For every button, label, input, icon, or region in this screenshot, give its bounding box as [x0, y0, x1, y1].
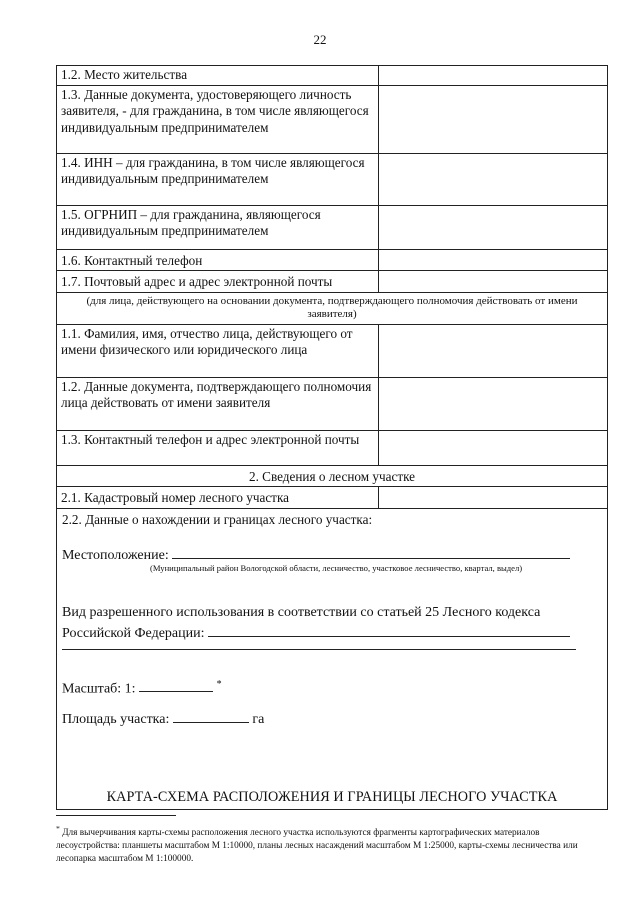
section-2-heading: 2. Сведения о лесном участке: [57, 465, 608, 487]
rep-label-phone-email: 1.3. Контактный телефон и адрес электронной почты: [57, 430, 379, 465]
table-row: [57, 508, 608, 809]
row-value-inn[interactable]: [379, 153, 608, 205]
row-value-residence[interactable]: [379, 66, 608, 86]
cadastral-number-label: 2.1. Кадастровый номер лесного участка: [57, 487, 379, 509]
table-row: [57, 66, 608, 86]
representative-note: (для лица, действующего на основании документа, подтверждающего полномочия действовать от имени заявителя): [57, 292, 608, 324]
row-value-phone[interactable]: [379, 249, 608, 271]
table-row: [57, 271, 608, 293]
row-value-identity-document[interactable]: [379, 85, 608, 153]
table-row: [57, 85, 608, 153]
application-form-table: [56, 65, 608, 810]
table-row: [57, 292, 608, 324]
scale-field: [62, 677, 222, 698]
table-row: [57, 377, 608, 430]
scale-input-line[interactable]: [139, 678, 213, 692]
table-row: [57, 153, 608, 205]
area-field: [62, 709, 264, 728]
rep-value-phone-email[interactable]: [379, 430, 608, 465]
location-label: Местоположение:: [62, 547, 169, 563]
forest-plot-details-cell: [57, 508, 608, 809]
usage-field: [62, 623, 570, 642]
area-label: Площадь участка:: [62, 711, 170, 727]
footnote-marker: *: [216, 678, 222, 690]
usage-line-1: Вид разрешенного использования в соответствии со статьей 25 Лесного кодекса: [62, 604, 541, 620]
row-label-identity-document: 1.3. Данные документа, удостоверяющего личность заявителя, - для гражданина, в том числе являющегося индивидуальным предпринимателем: [57, 85, 379, 153]
cadastral-number-value[interactable]: [379, 487, 608, 509]
table-row: [57, 324, 608, 377]
usage-input-line[interactable]: [208, 623, 570, 637]
footnote-text: Для вычерчивания карты-схемы расположения лесного участка используются фрагменты картографических материалов лесоустройства: планшеты масштабом М 1:10000, планы лесных насаждений масштабом М 1:25000, карты-схемы лесничества или лесопарка масштабом М 1:100000.: [56, 828, 578, 865]
usage-extra-line[interactable]: [62, 649, 576, 650]
page-number: 22: [313, 32, 327, 47]
table-row: [57, 487, 608, 509]
row-label-inn: 1.4. ИНН – для гражданина, в том числе являющегося индивидуальным предпринимателем: [57, 153, 379, 205]
rep-label-full-name: 1.1. Фамилия, имя, отчество лица, действующего от имени физического или юридического лица: [57, 324, 379, 377]
area-unit: га: [252, 711, 265, 727]
row-value-postal-email[interactable]: [379, 271, 608, 293]
footnote: [56, 822, 596, 866]
table-row: [57, 249, 608, 271]
table-row: [57, 465, 608, 487]
area-input-line[interactable]: [173, 709, 249, 723]
map-scheme-title: КАРТА-СХЕМА РАСПОЛОЖЕНИЯ И ГРАНИЦЫ ЛЕСНОГО УЧАСТКА: [106, 788, 558, 805]
table-row: [57, 205, 608, 249]
footnote-star: *: [56, 824, 60, 833]
rep-label-authority-document: 1.2. Данные документа, подтверждающего полномочия лица действовать от имени заявителя: [57, 377, 379, 430]
row-label-residence: 1.2. Место жительства: [57, 66, 379, 86]
row-label-postal-email: 1.7. Почтовый адрес и адрес электронной почты: [57, 271, 379, 293]
row-label-phone: 1.6. Контактный телефон: [57, 249, 379, 271]
usage-label: Российской Федерации:: [62, 625, 205, 641]
location-hint: (Муниципальный район Вологодской области, лесничество, участковое лесничество, квартал, выдел): [150, 562, 523, 573]
table-row: [57, 430, 608, 465]
location-input-line[interactable]: [172, 545, 570, 559]
location-block-title: 2.2. Данные о нахождении и границах лесного участка:: [62, 511, 373, 527]
row-label-ogrnip: 1.5. ОГРНИП – для гражданина, являющегося индивидуальным предпринимателем: [57, 205, 379, 249]
scale-label: Масштаб: 1:: [62, 681, 136, 697]
rep-value-authority-document[interactable]: [379, 377, 608, 430]
row-value-ogrnip[interactable]: [379, 205, 608, 249]
footnote-divider: [56, 815, 176, 816]
rep-value-full-name[interactable]: [379, 324, 608, 377]
